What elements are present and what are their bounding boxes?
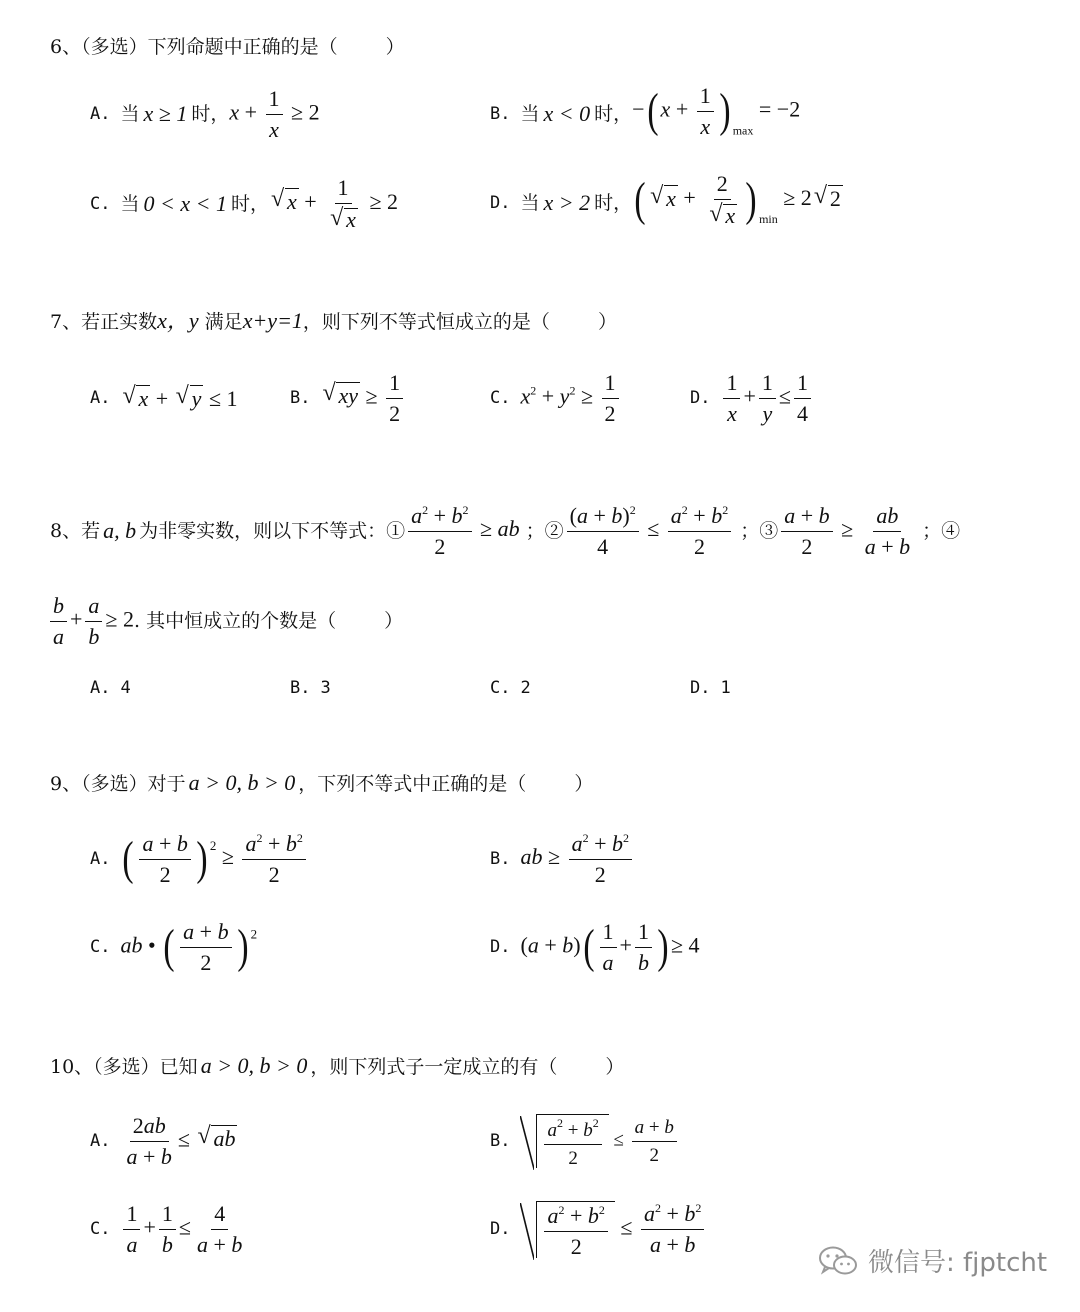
q9-d-formula: (a + b)( $\frac{1}{a}$ + $\frac{1}{b}$ ) ≥ 4 [520, 918, 700, 975]
q7-option-c: C. $x^2 + y^2$ ≥ $\frac{1}{2}$ [490, 368, 622, 428]
q8-ineq-4: $\frac{b}{a}$ + $\frac{a}{b}$ ≥ 2 [50, 595, 134, 648]
q6-option-a: A. 当 x ≥ 1 时， x + $\frac{1}{x}$ ≥ 2 [90, 85, 320, 142]
q10-stem: 10、（多选）已知 a > 0, b > 0 ，则下列式子一定成立的有（ ） [50, 1053, 625, 1078]
q7-b-formula: √ xy ≥ $\frac{1}{2}$ [320, 372, 406, 425]
q6-stem: 6、（多选）下列命题中正确的是（ ） [50, 36, 405, 58]
q8-option-d: D. 1 [690, 678, 731, 698]
q6-option-b: B. 当 x < 0 时， −( x + $\frac{1}{x}$ ) $_{max}$ = −2 [490, 84, 800, 144]
q7-option-b: B. √ xy ≥ $\frac{1}{2}$ [290, 368, 406, 428]
q9-option-c: C. ab • ( $\frac{a + b}{2}$ ) $^2$ [90, 918, 258, 975]
q8-stem-line2: $\frac{b}{a}$ + $\frac{a}{b}$ ≥ 2 . 其中恒成立的个数是（ ） [50, 590, 403, 652]
q7-a-formula: √ x + √ y ≤ 1 [120, 385, 237, 412]
q8-ineq-2: $\frac{(a + b)^2}{4}$ ≤ $\frac{a^2 + b^2}{2}$ [564, 504, 735, 558]
q10-a-formula: $\frac{2ab}{a + b}$ ≤ √ ab [120, 1115, 237, 1168]
q10-b-formula: $\frac{a^2 + b^2}{2}$ ≤ $\frac{a + b}{2}$ [520, 1114, 679, 1168]
q10-d-formula: $\frac{a^2 + b^2}{2}$ ≤ $\frac{a^2 + b^2}{a + b}$ [520, 1201, 707, 1258]
q10-option-c: C. $\frac{1}{a}$ + $\frac{1}{b}$ ≤ $\frac{4}{a + b}$ [90, 1198, 248, 1260]
q6-a-formula: x + $\frac{1}{x}$ ≥ 2 [229, 85, 320, 142]
q9-a-formula: ( $\frac{a + b}{2}$ ) $^2$ ≥ $\frac{a^2 + b^2}{2}$ [120, 832, 308, 886]
q9-b-formula: ab ≥ $\frac{a^2 + b^2}{2}$ [520, 832, 635, 886]
q7-d-formula: $\frac{1}{x}$ + $\frac{1}{y}$ ≤ $\frac{1}{4}$ [720, 372, 814, 425]
q6-b-formula: −( x + $\frac{1}{x}$ ) $_{max}$ = −2 [632, 82, 801, 139]
q8-stem-line1: 8、若 a, b 为非零实数，则以下不等式：① $\frac{a^2 + b^2}{2}$ ≥ ab ；② $\frac{(a + b)^2}{4}$ ≤ $\frac{a^2 + b^2}{2}$ ；③ $\frac{a + b}{2}$ ≥ $\frac{ab}{a + b}$ ；④ [50, 502, 961, 559]
q9-stem: 9、（多选）对于 a > 0, b > 0 ，下列不等式中正确的是（ ） [50, 770, 594, 795]
q7-option-a: A. √ x + √ y ≤ 1 [90, 372, 238, 424]
q6-c-formula: √ x + 1 √ x ≥ 2 [269, 177, 398, 231]
q9-option-a: A. ( $\frac{a + b}{2}$ ) $^2$ ≥ $\frac{a^2 + b^2}{2}$ [90, 826, 309, 892]
q10-option-b: B. $\frac{a^2 + b^2}{2}$ ≤ $\frac{a + b}{2}$ [490, 1108, 680, 1174]
q6-option-d: D. 当 x > 2 时， (√ x + 2 √ x ) $_{min}$ ≥ 2√ 2 [490, 170, 843, 236]
q8-option-b: B. 3 [290, 678, 331, 698]
q8-ineq-3: $\frac{a + b}{2}$ ≥ $\frac{ab}{a + b}$ [778, 505, 916, 558]
wechat-icon [818, 1245, 858, 1277]
q9-option-b: B. ab ≥ $\frac{a^2 + b^2}{2}$ [490, 828, 635, 890]
q7-c-formula: $x^2 + y^2$ ≥ $\frac{1}{2}$ [520, 372, 621, 425]
q10-c-formula: $\frac{1}{a}$ + $\frac{1}{b}$ ≤ $\frac{4}{a + b}$ [120, 1203, 248, 1256]
q8-option-c: C. 2 [490, 678, 531, 698]
q7-stem: 7、若正实数x，y 满足x+y=1，则下列不等式恒成立的是（ ） [50, 308, 617, 333]
q7-option-d: D. $\frac{1}{x}$ + $\frac{1}{y}$ ≤ $\frac{1}{4}$ [690, 368, 814, 428]
watermark: 微信号: fjptcht [818, 1242, 1047, 1279]
q10-option-d: D. $\frac{a^2 + b^2}{2}$ ≤ $\frac{a^2 + b^2}{a + b}$ [490, 1194, 707, 1264]
q6-option-c: C. 当 0 < x < 1 时， √ x + 1 √ x ≥ 2 [90, 174, 398, 234]
q8-ineq-1: $\frac{a^2 + b^2}{2}$ ≥ ab [405, 504, 520, 558]
q9-option-d: D. (a + b)( $\frac{1}{a}$ + $\frac{1}{b}$ ) ≥ 4 [490, 918, 700, 975]
q10-option-a: A. $\frac{2ab}{a + b}$ ≤ √ ab [90, 1110, 237, 1172]
q9-c-formula: ab • ( $\frac{a + b}{2}$ ) $^2$ [120, 918, 258, 975]
q8-option-a: A. 4 [90, 678, 131, 698]
q6-d-formula: (√ x + 2 √ x ) $_{min}$ ≥ 2√ 2 [632, 173, 843, 232]
